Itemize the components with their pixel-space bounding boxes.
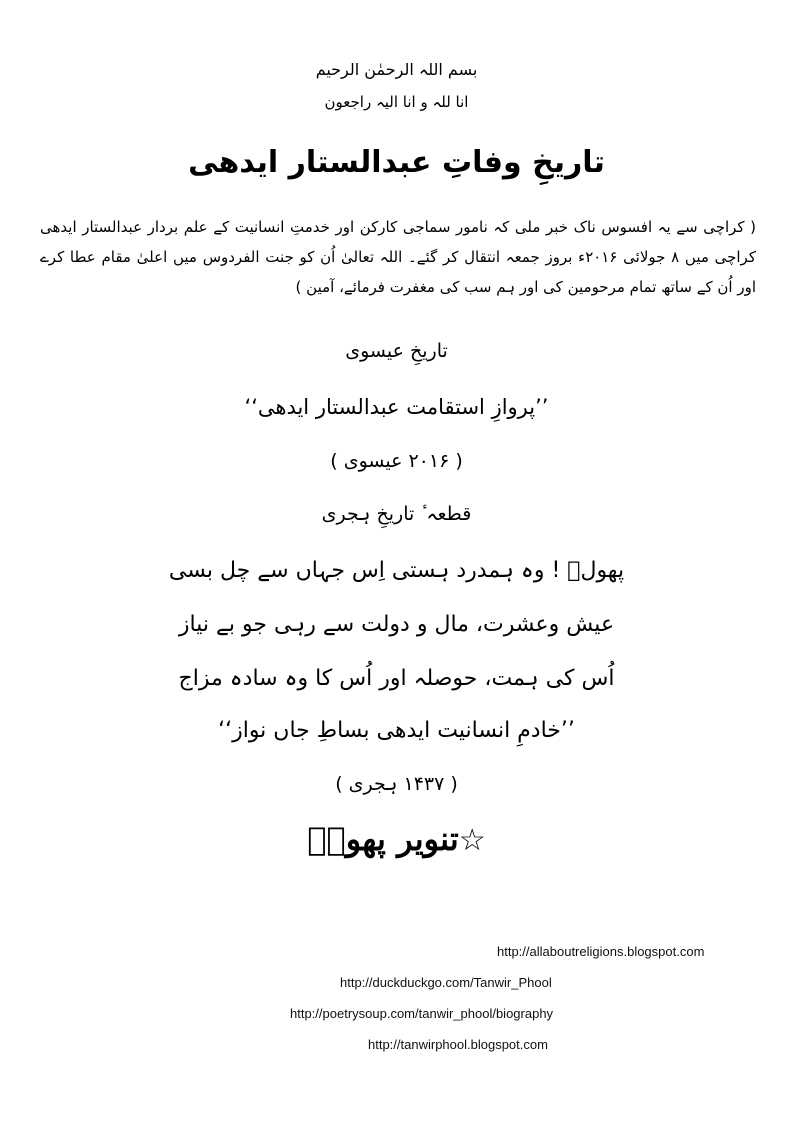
star-icon: ☆ xyxy=(458,823,486,858)
verse-line-1: پھولؔ ! وہ ہمدرد ہستی اِس جہاں سے چل بسی xyxy=(168,558,625,583)
isavi-year: ( ۲۰۱۶ عیسوی ) xyxy=(330,450,463,472)
intro-paragraph xyxy=(40,212,756,302)
qata-heading: قطعہ ٔ تاریخِ ہجری xyxy=(321,503,472,525)
verse-line-3: اُس کی ہمت، حوصلہ اور اُس کا وہ سادہ مزاج xyxy=(178,666,615,691)
author-signature xyxy=(0,820,793,858)
author-name: تنویر پھولؔ xyxy=(307,820,459,858)
link-allaboutreligions[interactable]: http://allaboutreligions.blogspot.com xyxy=(497,944,705,959)
inna-lillah-line: انا للہ و انا الیہ راجعون xyxy=(324,93,469,111)
hijri-year: ( ۱۴۳۷ ہجری ) xyxy=(335,773,458,795)
bismillah-line: بسم اللہ الرحمٰن الرحیم xyxy=(315,60,478,79)
isavi-chronogram-phrase: ’’پروازِ استقامت عبدالستار ایدھی‘‘ xyxy=(244,395,549,419)
link-duckduckgo[interactable]: http://duckduckgo.com/Tanwir_Phool xyxy=(340,975,552,990)
verse-line-2: عیش وعشرت، مال و دولت سے رہی جو بے نیاز xyxy=(178,612,615,637)
page-title: تاریخِ وفاتِ عبدالستار ایدھی xyxy=(188,145,605,180)
intro-text: ( کراچی سے یہ افسوس ناک خبر ملی کہ نامور سماجی کارکن اور خدمتِ انسانیت کے علم بردار عبدالستار ایدھی کراچی میں ۸ جولائی ۲۰۱۶ء بروز جمعہ انتقال کر گئے۔ اللہ تعالیٰ اُن کو جنت الفردوس میں اعلیٰ مقام عطا کرے اور اُن کے ساتھ تمام مرحومین کی اور ہم سب کی مغفرت فرمائے، آمین ) xyxy=(40,218,756,296)
link-tanwirphool-blog[interactable]: http://tanwirphool.blogspot.com xyxy=(368,1037,548,1052)
verse-line-4: ’’خادمِ انسانیت ایدھی بساطِ جاں نواز‘‘ xyxy=(218,718,575,743)
link-poetrysoup[interactable]: http://poetrysoup.com/tanwir_phool/biography xyxy=(290,1006,554,1021)
tareekh-isavi-heading: تاریخِ عیسوی xyxy=(345,340,448,362)
